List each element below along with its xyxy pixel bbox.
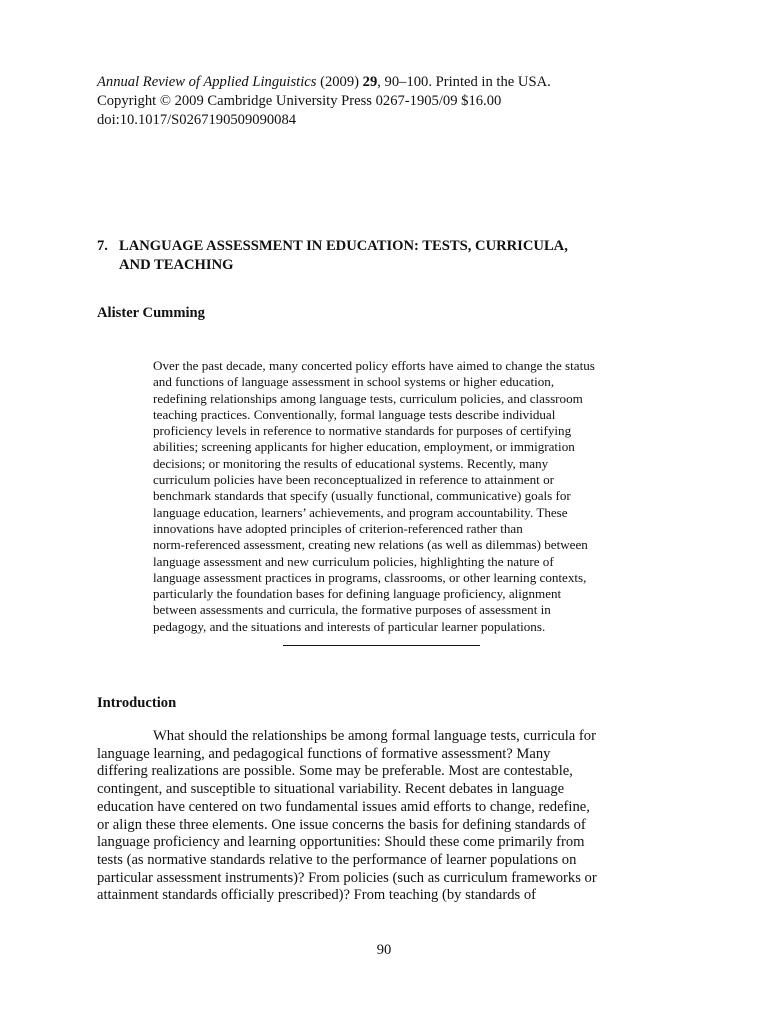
abstract-line: redefining relationships among language tests, curriculum policies, and classroom [153, 390, 583, 406]
abstract-line: between assessments and curricula, the formative purposes of assessment in [153, 602, 551, 618]
introduction-heading: Introduction [97, 695, 177, 711]
abstract-line: decisions; or monitoring the results of educational systems. Recently, many [153, 455, 549, 471]
body-line: education have centered on two fundamental issues amid efforts to change, redefine, [97, 798, 590, 815]
copyright-line: Copyright © 2009 Cambridge University Press 0267-1905/09 $16.00 [97, 93, 502, 109]
body-line: language learning, and pedagogical functions of formative assessment? Many [97, 745, 551, 762]
doi-line: doi:10.1017/S0267190509090084 [97, 112, 297, 128]
abstract-line: language assessment practices in programs, classrooms, or other learning contexts, [153, 569, 587, 585]
chapter-number: 7. [97, 238, 108, 254]
abstract-line: curriculum policies have been reconceptualized in reference to attainment or [153, 472, 554, 488]
citation-line [97, 73, 697, 92]
abstract-line: norm-referenced assessment, creating new relations (as well as dilemmas) between [153, 537, 588, 553]
abstract-line: pedagogy, and the situations and interests of particular learner populations. [153, 618, 546, 634]
title-line: LANGUAGE ASSESSMENT IN EDUCATION: TESTS, CURRICULA, [119, 238, 568, 254]
body-line: particular assessment instruments)? From policies (such as curriculum frameworks or [97, 869, 597, 886]
page-number: 90 [376, 942, 392, 958]
body-line: What should the relationships be among formal language tests, curricula for [153, 728, 596, 744]
introduction-body [97, 728, 677, 905]
body-line: or align these three elements. One issue concerns the basis for defining standards of [97, 816, 586, 833]
journal-year: (2009) [316, 74, 363, 90]
abstract-line: benchmark standards that specify (usually functional, communicative) goals for [153, 488, 571, 504]
journal-name: Annual Review of Applied Linguistics [97, 74, 317, 90]
abstract-line: innovations have adopted principles of criterion-referenced rather than [153, 520, 523, 536]
abstract-line: particularly the foundation bases for defining language proficiency, alignment [153, 586, 562, 602]
abstract-line: and functions of language assessment in school systems or higher education, [153, 374, 555, 390]
article-title [97, 237, 697, 275]
abstract-line: teaching practices. Conventionally, formal language tests describe individual [153, 406, 556, 422]
section-divider [283, 645, 480, 646]
body-line: differing realizations are possible. Some may be preferable. Most are contestable, [97, 763, 573, 780]
abstract-line: abilities; screening applicants for higher education, employment, or immigration [153, 439, 575, 455]
title-line: AND TEACHING [119, 257, 234, 273]
journal-pages: , 90–100. Printed in the USA. [377, 74, 551, 90]
abstract-line: proficiency levels in reference to normative standards for purposes of certifying [153, 423, 572, 439]
journal-volume: 29 [362, 74, 378, 90]
abstract-line: Over the past decade, many concerted policy efforts have aimed to change the status [153, 358, 595, 373]
abstract [153, 358, 633, 635]
body-line: tests (as normative standards relative to the performance of learner populations on [97, 851, 577, 868]
journal-header [97, 73, 697, 130]
abstract-line: language assessment and new curriculum policies, highlighting the nature of [153, 553, 554, 569]
author-name: Alister Cumming [97, 305, 205, 321]
body-line: attainment standards officially prescribed)? From teaching (by standards of [97, 887, 537, 904]
abstract-line: language education, learners’ achievements, and program accountability. These [153, 504, 568, 520]
body-line: contingent, and susceptible to situational variability. Recent debates in language [97, 781, 565, 798]
body-line: language proficiency and learning opportunities: Should these come primarily from [97, 834, 585, 851]
title-text [119, 237, 697, 275]
